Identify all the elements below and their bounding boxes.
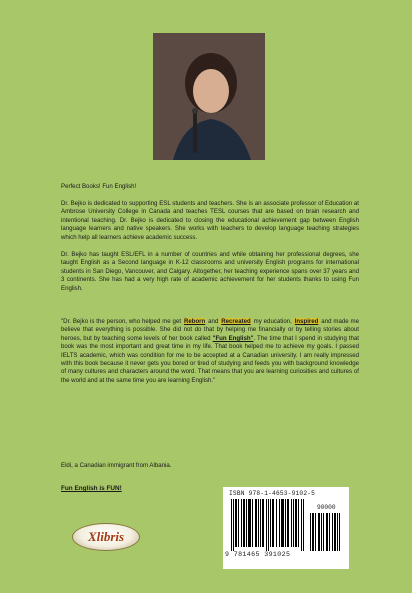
barcode-bars — [229, 499, 307, 551]
attribution: Eldi, a Canadian immigrant from Albania. — [61, 462, 172, 469]
quote-part-b: my education, — [251, 318, 294, 325]
quote-inspired: Inspired — [294, 318, 319, 325]
barcode-digits: 9 781465 391025 — [225, 551, 291, 558]
tagline: Fun English is FUN! — [61, 485, 122, 492]
quote-and: and — [206, 318, 221, 325]
testimonial-quote — [61, 318, 359, 385]
quote-recreated: Recreated — [221, 318, 251, 325]
bio-paragraph-2: Dr. Bejko has taught ESL/EFL in a number of countries and while obtaining her professional degrees, she taught English as a Second language in K-12 classrooms and university English programs for international students in San Diego, Vancouver, and Calgary. Altogether, her teaching experience spans over 37 years and 3 continents. She has had a very high rate of academic achievement for her students thanks to using Fun English. — [61, 251, 359, 292]
publisher-logo: Xlibris — [72, 523, 140, 551]
quote-book-title: "Fun English" — [212, 334, 254, 342]
quote-part-a: "Dr. Bejko is the person, who helped me get — [61, 318, 183, 325]
isbn-barcode — [223, 487, 349, 569]
quote-reborn: Reborn — [183, 318, 206, 325]
isbn-text: ISBN 978-1-4653-9102-5 — [229, 490, 316, 497]
intro-text: Perfect Books! Fun English! — [61, 183, 137, 190]
price-barcode-bars — [309, 513, 341, 551]
price-code: 90000 — [317, 504, 336, 511]
quote-part-c: and made me believe that everything is possible. She did not do that by helping me financially or by telling stories about heroes, but by teaching some levels of her book called — [61, 318, 359, 342]
author-photo — [153, 33, 265, 160]
quote-part-d: . The time that I spend in studying that book was the most important and great time in my life. That book helped me to achieve my goals. I passed IELTS academic, which was condition for me to be accepted at a Canadian university. I am really impressed with this book because it never gets you bored or tired of studying and feeds you with background knowledge of many cultures and characters around the word. That means that you are learning curiosities and cultures of the world and at the same time you are learning English." — [61, 334, 359, 384]
bio-paragraph-1: Dr. Bejko is dedicated to supporting ESL students and teachers. She is an associate professor of Education at Ambrose University College in Canada and teaches TESL courses that are based on brain research and intentional teaching. Dr. Bejko is dedicated to closing the educational achievement gap between English language learners and native speakers. She works with teachers to develop language teaching strategies which help all learners achieve academic success. — [61, 200, 359, 241]
